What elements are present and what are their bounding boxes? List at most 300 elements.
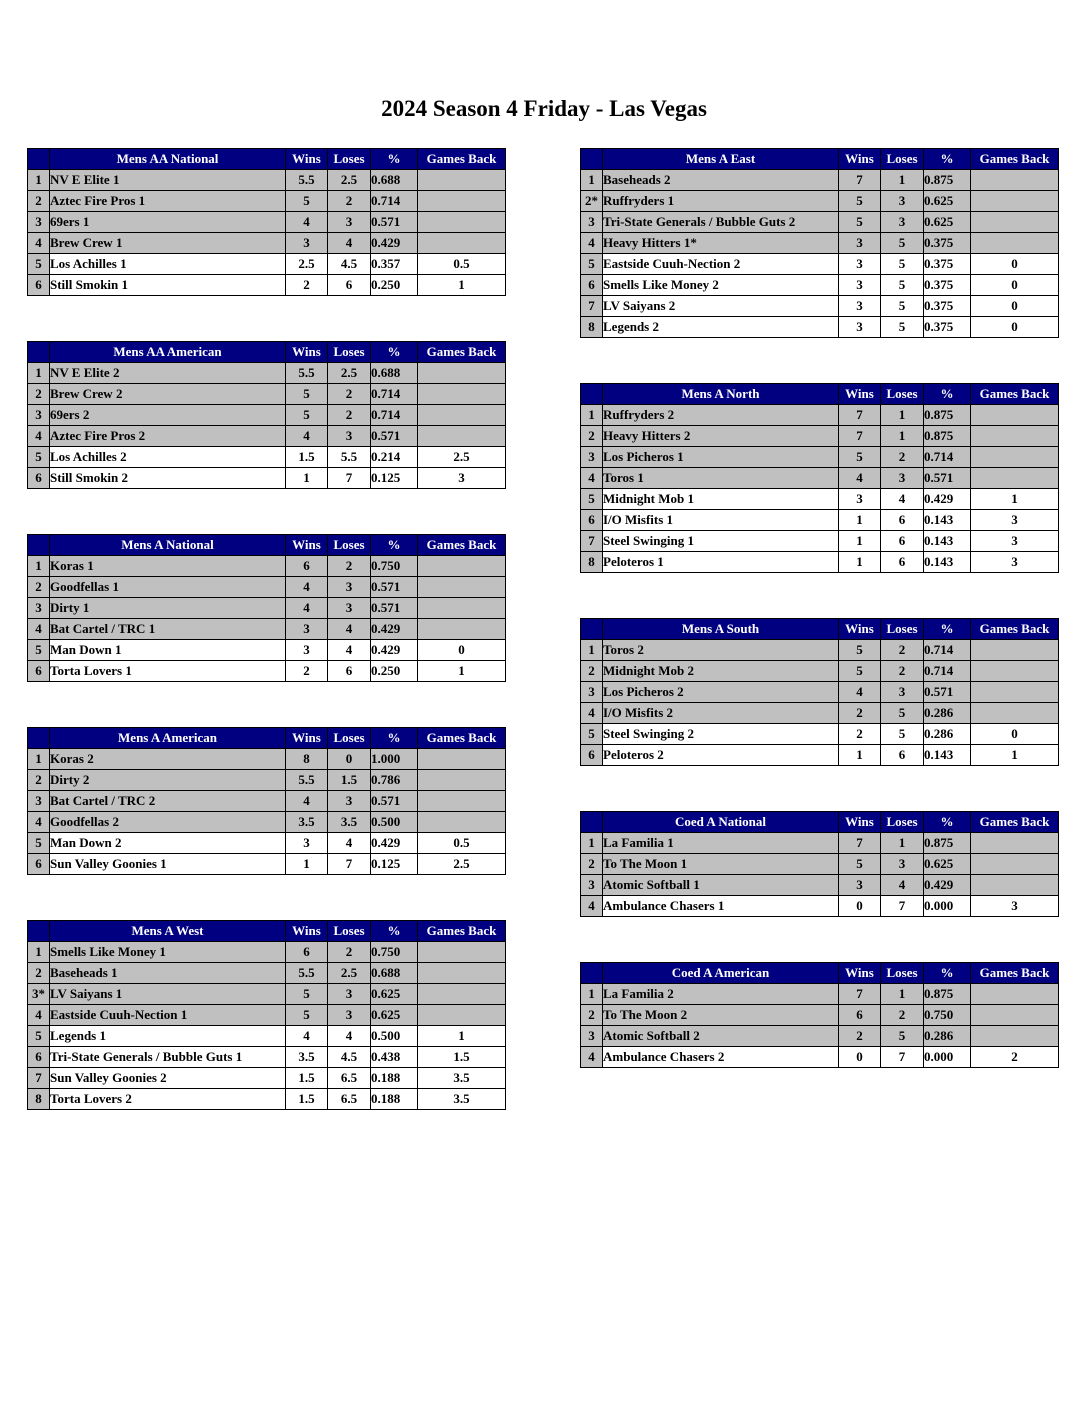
- pct-cell: 0.571: [371, 598, 418, 619]
- pct-cell: 0.714: [924, 447, 971, 468]
- team-row: [28, 791, 506, 812]
- team-row: [581, 405, 1059, 426]
- rank-cell: 1: [581, 405, 603, 426]
- col-header-games-back: Games Back: [418, 535, 506, 556]
- header-row: [28, 342, 506, 363]
- corner-cell: [28, 149, 50, 170]
- loses-cell: 7: [328, 854, 371, 875]
- wins-cell: 2: [839, 1026, 881, 1047]
- games-back-cell: [971, 170, 1059, 191]
- wins-cell: 4: [286, 577, 328, 598]
- col-header-loses: Loses: [328, 342, 371, 363]
- team-row: [581, 875, 1059, 896]
- corner-cell: [581, 619, 603, 640]
- team-row: [28, 577, 506, 598]
- pct-cell: 0.357: [371, 254, 418, 275]
- team-name-cell: Steel Swinging 1: [603, 531, 839, 552]
- pct-cell: 0.875: [924, 426, 971, 447]
- pct-cell: 0.000: [924, 896, 971, 917]
- division-title: Mens AA National: [50, 149, 286, 170]
- games-back-cell: [418, 170, 506, 191]
- loses-cell: 5.5: [328, 447, 371, 468]
- wins-cell: 5.5: [286, 963, 328, 984]
- wins-cell: 1: [286, 468, 328, 489]
- rank-cell: 2: [28, 770, 50, 791]
- loses-cell: 4: [328, 1026, 371, 1047]
- division-title: Coed A American: [603, 963, 839, 984]
- team-name-cell: Midnight Mob 1: [603, 489, 839, 510]
- team-name-cell: Ambulance Chasers 2: [603, 1047, 839, 1068]
- division-title: Mens A National: [50, 535, 286, 556]
- team-row: [581, 896, 1059, 917]
- pct-cell: 0.571: [924, 682, 971, 703]
- games-back-cell: 2.5: [418, 854, 506, 875]
- team-name-cell: Sun Valley Goonies 2: [50, 1068, 286, 1089]
- team-row: [581, 724, 1059, 745]
- wins-cell: 6: [286, 556, 328, 577]
- rank-cell: 1: [581, 833, 603, 854]
- games-back-cell: [418, 405, 506, 426]
- games-back-cell: [418, 384, 506, 405]
- games-back-cell: [971, 833, 1059, 854]
- wins-cell: 1: [839, 510, 881, 531]
- games-back-cell: [418, 426, 506, 447]
- wins-cell: 3: [286, 619, 328, 640]
- team-name-cell: Midnight Mob 2: [603, 661, 839, 682]
- team-name-cell: Bat Cartel / TRC 1: [50, 619, 286, 640]
- loses-cell: 2: [328, 384, 371, 405]
- pct-cell: 0.875: [924, 833, 971, 854]
- rank-cell: 3: [581, 682, 603, 703]
- rank-cell: 1: [28, 363, 50, 384]
- loses-cell: 5: [881, 1026, 924, 1047]
- loses-cell: 4.5: [328, 1047, 371, 1068]
- wins-cell: 5: [286, 191, 328, 212]
- team-name-cell: Ruffryders 2: [603, 405, 839, 426]
- wins-cell: 5: [286, 984, 328, 1005]
- wins-cell: 7: [839, 984, 881, 1005]
- rank-cell: 1: [28, 170, 50, 191]
- loses-cell: 4: [328, 833, 371, 854]
- rank-cell: 2: [28, 191, 50, 212]
- team-name-cell: Torta Lovers 2: [50, 1089, 286, 1110]
- wins-cell: 6: [839, 1005, 881, 1026]
- team-row: [28, 833, 506, 854]
- team-row: [28, 1089, 506, 1110]
- team-name-cell: Dirty 2: [50, 770, 286, 791]
- pct-cell: 0.500: [371, 812, 418, 833]
- col-header-wins: Wins: [839, 963, 881, 984]
- pct-cell: 0.000: [924, 1047, 971, 1068]
- rank-cell: 7: [28, 1068, 50, 1089]
- team-row: [581, 468, 1059, 489]
- col-header-loses: Loses: [328, 921, 371, 942]
- games-back-cell: 3.5: [418, 1068, 506, 1089]
- col-header-loses: Loses: [881, 149, 924, 170]
- rank-cell: 1: [581, 640, 603, 661]
- rank-cell: 6: [581, 745, 603, 766]
- wins-cell: 2: [839, 724, 881, 745]
- team-name-cell: Aztec Fire Pros 2: [50, 426, 286, 447]
- wins-cell: 2.5: [286, 254, 328, 275]
- games-back-cell: [418, 770, 506, 791]
- table-coed-a-national: [580, 811, 1059, 917]
- team-name-cell: Toros 1: [603, 468, 839, 489]
- team-name-cell: Heavy Hitters 1*: [603, 233, 839, 254]
- rank-cell: 3: [581, 212, 603, 233]
- standings-left-column: [27, 148, 505, 1155]
- header-row: [28, 535, 506, 556]
- rank-cell: 6: [28, 854, 50, 875]
- pct-cell: 0.714: [371, 191, 418, 212]
- team-name-cell: Peloteros 2: [603, 745, 839, 766]
- rank-cell: 6: [28, 468, 50, 489]
- pct-cell: 0.688: [371, 963, 418, 984]
- loses-cell: 3: [328, 984, 371, 1005]
- team-name-cell: NV E Elite 2: [50, 363, 286, 384]
- team-row: [581, 984, 1059, 1005]
- header-row: [28, 728, 506, 749]
- team-row: [28, 191, 506, 212]
- col-header-wins: Wins: [839, 812, 881, 833]
- team-name-cell: LV Saiyans 1: [50, 984, 286, 1005]
- pct-cell: 0.625: [371, 984, 418, 1005]
- rank-cell: 1: [28, 749, 50, 770]
- team-row: [28, 598, 506, 619]
- team-name-cell: Goodfellas 2: [50, 812, 286, 833]
- rank-cell: 4: [28, 1005, 50, 1026]
- team-name-cell: Smells Like Money 1: [50, 942, 286, 963]
- wins-cell: 3.5: [286, 1047, 328, 1068]
- col-header-wins: Wins: [839, 149, 881, 170]
- games-back-cell: [971, 854, 1059, 875]
- pct-cell: 0.125: [371, 854, 418, 875]
- rank-cell: 1: [28, 556, 50, 577]
- col-header-games-back: Games Back: [971, 963, 1059, 984]
- team-name-cell: Man Down 2: [50, 833, 286, 854]
- division-title: Mens AA American: [50, 342, 286, 363]
- wins-cell: 0: [839, 896, 881, 917]
- wins-cell: 4: [286, 1026, 328, 1047]
- loses-cell: 5: [881, 233, 924, 254]
- pct-cell: 0.625: [924, 854, 971, 875]
- wins-cell: 4: [839, 468, 881, 489]
- wins-cell: 1: [839, 745, 881, 766]
- games-back-cell: 3.5: [418, 1089, 506, 1110]
- wins-cell: 7: [839, 405, 881, 426]
- loses-cell: 2: [328, 191, 371, 212]
- col-header-loses: Loses: [881, 963, 924, 984]
- games-back-cell: 0: [971, 724, 1059, 745]
- wins-cell: 3: [286, 833, 328, 854]
- pct-cell: 1.000: [371, 749, 418, 770]
- team-row: [28, 661, 506, 682]
- corner-cell: [581, 963, 603, 984]
- rank-cell: 6: [28, 275, 50, 296]
- games-back-cell: [418, 942, 506, 963]
- team-row: [581, 745, 1059, 766]
- team-name-cell: Los Achilles 1: [50, 254, 286, 275]
- rank-cell: 1: [581, 984, 603, 1005]
- pct-cell: 0.188: [371, 1068, 418, 1089]
- pct-cell: 0.571: [371, 426, 418, 447]
- team-row: [581, 447, 1059, 468]
- rank-cell: 2: [581, 661, 603, 682]
- pct-cell: 0.250: [371, 661, 418, 682]
- wins-cell: 3: [839, 275, 881, 296]
- team-name-cell: Koras 1: [50, 556, 286, 577]
- wins-cell: 2: [286, 661, 328, 682]
- pct-cell: 0.714: [371, 384, 418, 405]
- rank-cell: 2: [581, 854, 603, 875]
- loses-cell: 1: [881, 426, 924, 447]
- team-row: [28, 963, 506, 984]
- loses-cell: 4: [881, 489, 924, 510]
- wins-cell: 7: [839, 170, 881, 191]
- team-row: [581, 510, 1059, 531]
- games-back-cell: [971, 233, 1059, 254]
- rank-cell: 2: [581, 426, 603, 447]
- loses-cell: 6: [328, 661, 371, 682]
- col-header-pct: %: [371, 728, 418, 749]
- corner-cell: [581, 149, 603, 170]
- wins-cell: 5: [839, 640, 881, 661]
- loses-cell: 2: [881, 661, 924, 682]
- loses-cell: 3: [881, 682, 924, 703]
- games-back-cell: 0: [971, 254, 1059, 275]
- games-back-cell: 2.5: [418, 447, 506, 468]
- wins-cell: 3: [839, 254, 881, 275]
- rank-cell: 2: [581, 1005, 603, 1026]
- col-header-loses: Loses: [328, 728, 371, 749]
- team-row: [28, 254, 506, 275]
- pct-cell: 0.625: [924, 212, 971, 233]
- corner-cell: [28, 921, 50, 942]
- col-header-wins: Wins: [286, 149, 328, 170]
- col-header-wins: Wins: [839, 384, 881, 405]
- team-name-cell: Ambulance Chasers 1: [603, 896, 839, 917]
- team-name-cell: Torta Lovers 1: [50, 661, 286, 682]
- wins-cell: 2: [839, 703, 881, 724]
- team-name-cell: Still Smokin 2: [50, 468, 286, 489]
- col-header-games-back: Games Back: [971, 812, 1059, 833]
- loses-cell: 6.5: [328, 1089, 371, 1110]
- team-name-cell: Dirty 1: [50, 598, 286, 619]
- loses-cell: 6.5: [328, 1068, 371, 1089]
- pct-cell: 0.625: [924, 191, 971, 212]
- division-title: Mens A North: [603, 384, 839, 405]
- team-row: [28, 619, 506, 640]
- rank-cell: 5: [28, 833, 50, 854]
- loses-cell: 5: [881, 275, 924, 296]
- loses-cell: 1: [881, 984, 924, 1005]
- games-back-cell: [418, 191, 506, 212]
- division-title: Mens A East: [603, 149, 839, 170]
- loses-cell: 3: [881, 212, 924, 233]
- team-name-cell: Sun Valley Goonies 1: [50, 854, 286, 875]
- team-row: [28, 749, 506, 770]
- team-name-cell: Tri-State Generals / Bubble Guts 2: [603, 212, 839, 233]
- pct-cell: 0.750: [371, 942, 418, 963]
- pct-cell: 0.286: [924, 1026, 971, 1047]
- col-header-wins: Wins: [286, 921, 328, 942]
- team-name-cell: Aztec Fire Pros 1: [50, 191, 286, 212]
- pct-cell: 0.143: [924, 510, 971, 531]
- header-row: [581, 619, 1059, 640]
- games-back-cell: 0: [971, 275, 1059, 296]
- games-back-cell: [971, 1005, 1059, 1026]
- loses-cell: 3: [328, 1005, 371, 1026]
- team-name-cell: Atomic Softball 1: [603, 875, 839, 896]
- games-back-cell: 1: [971, 745, 1059, 766]
- team-row: [28, 1068, 506, 1089]
- pct-cell: 0.429: [371, 640, 418, 661]
- games-back-cell: 1: [418, 1026, 506, 1047]
- pct-cell: 0.688: [371, 170, 418, 191]
- games-back-cell: [418, 749, 506, 770]
- wins-cell: 4: [286, 598, 328, 619]
- rank-cell: 2: [28, 577, 50, 598]
- team-name-cell: NV E Elite 1: [50, 170, 286, 191]
- loses-cell: 2: [328, 942, 371, 963]
- loses-cell: 2: [328, 405, 371, 426]
- rank-cell: 3: [28, 405, 50, 426]
- team-row: [28, 447, 506, 468]
- games-back-cell: 1: [971, 489, 1059, 510]
- games-back-cell: [971, 640, 1059, 661]
- wins-cell: 3: [839, 317, 881, 338]
- team-row: [28, 170, 506, 191]
- team-name-cell: La Familia 2: [603, 984, 839, 1005]
- table-mens-a-east: [580, 148, 1059, 338]
- loses-cell: 1: [881, 405, 924, 426]
- wins-cell: 6: [286, 942, 328, 963]
- team-name-cell: Still Smokin 1: [50, 275, 286, 296]
- pct-cell: 0.429: [371, 833, 418, 854]
- games-back-cell: [971, 984, 1059, 1005]
- rank-cell: 1: [581, 170, 603, 191]
- wins-cell: 3: [839, 296, 881, 317]
- header-row: [581, 812, 1059, 833]
- table-mens-a-west: [27, 920, 506, 1110]
- team-name-cell: Man Down 1: [50, 640, 286, 661]
- division-title: Mens A South: [603, 619, 839, 640]
- games-back-cell: [971, 405, 1059, 426]
- rank-cell: 4: [581, 896, 603, 917]
- col-header-games-back: Games Back: [971, 149, 1059, 170]
- team-row: [28, 1005, 506, 1026]
- team-row: [581, 1047, 1059, 1068]
- games-back-cell: [418, 619, 506, 640]
- loses-cell: 2.5: [328, 963, 371, 984]
- wins-cell: 1: [839, 552, 881, 573]
- loses-cell: 4: [328, 619, 371, 640]
- pct-cell: 0.688: [371, 363, 418, 384]
- games-back-cell: 1: [418, 661, 506, 682]
- wins-cell: 0: [839, 1047, 881, 1068]
- rank-cell: 3*: [28, 984, 50, 1005]
- pct-cell: 0.500: [371, 1026, 418, 1047]
- division-title: Mens A American: [50, 728, 286, 749]
- loses-cell: 7: [881, 896, 924, 917]
- pct-cell: 0.250: [371, 275, 418, 296]
- rank-cell: 4: [28, 426, 50, 447]
- wins-cell: 5: [839, 212, 881, 233]
- team-row: [581, 426, 1059, 447]
- games-back-cell: [971, 682, 1059, 703]
- pct-cell: 0.143: [924, 745, 971, 766]
- pct-cell: 0.429: [924, 489, 971, 510]
- games-back-cell: [971, 447, 1059, 468]
- loses-cell: 5: [881, 317, 924, 338]
- loses-cell: 3.5: [328, 812, 371, 833]
- pct-cell: 0.188: [371, 1089, 418, 1110]
- team-row: [581, 640, 1059, 661]
- rank-cell: 5: [581, 489, 603, 510]
- loses-cell: 3: [328, 212, 371, 233]
- team-row: [581, 191, 1059, 212]
- rank-cell: 2*: [581, 191, 603, 212]
- rank-cell: 4: [28, 619, 50, 640]
- team-name-cell: Eastside Cuuh-Nection 1: [50, 1005, 286, 1026]
- team-row: [581, 212, 1059, 233]
- pct-cell: 0.125: [371, 468, 418, 489]
- pct-cell: 0.714: [924, 661, 971, 682]
- corner-cell: [581, 812, 603, 833]
- col-header-games-back: Games Back: [971, 384, 1059, 405]
- team-row: [581, 682, 1059, 703]
- team-row: [28, 426, 506, 447]
- games-back-cell: [418, 233, 506, 254]
- wins-cell: 5: [286, 384, 328, 405]
- col-header-pct: %: [924, 963, 971, 984]
- games-back-cell: 3: [418, 468, 506, 489]
- loses-cell: 6: [881, 531, 924, 552]
- col-header-pct: %: [924, 149, 971, 170]
- col-header-wins: Wins: [286, 728, 328, 749]
- team-name-cell: Goodfellas 1: [50, 577, 286, 598]
- team-name-cell: I/O Misfits 1: [603, 510, 839, 531]
- wins-cell: 3: [286, 233, 328, 254]
- team-row: [581, 233, 1059, 254]
- team-row: [581, 489, 1059, 510]
- loses-cell: 4: [881, 875, 924, 896]
- loses-cell: 6: [881, 510, 924, 531]
- games-back-cell: 0: [418, 640, 506, 661]
- rank-cell: 3: [581, 875, 603, 896]
- rank-cell: 5: [28, 447, 50, 468]
- team-row: [28, 405, 506, 426]
- team-name-cell: To The Moon 1: [603, 854, 839, 875]
- loses-cell: 5: [881, 703, 924, 724]
- team-name-cell: Peloteros 1: [603, 552, 839, 573]
- pct-cell: 0.625: [371, 1005, 418, 1026]
- wins-cell: 4: [286, 212, 328, 233]
- pct-cell: 0.429: [371, 233, 418, 254]
- pct-cell: 0.429: [371, 619, 418, 640]
- team-row: [581, 170, 1059, 191]
- loses-cell: 4: [328, 233, 371, 254]
- col-header-games-back: Games Back: [418, 342, 506, 363]
- wins-cell: 1: [286, 854, 328, 875]
- wins-cell: 5: [839, 191, 881, 212]
- games-back-cell: [971, 875, 1059, 896]
- team-row: [28, 812, 506, 833]
- wins-cell: 1.5: [286, 1068, 328, 1089]
- col-header-pct: %: [371, 149, 418, 170]
- team-row: [28, 640, 506, 661]
- team-row: [28, 363, 506, 384]
